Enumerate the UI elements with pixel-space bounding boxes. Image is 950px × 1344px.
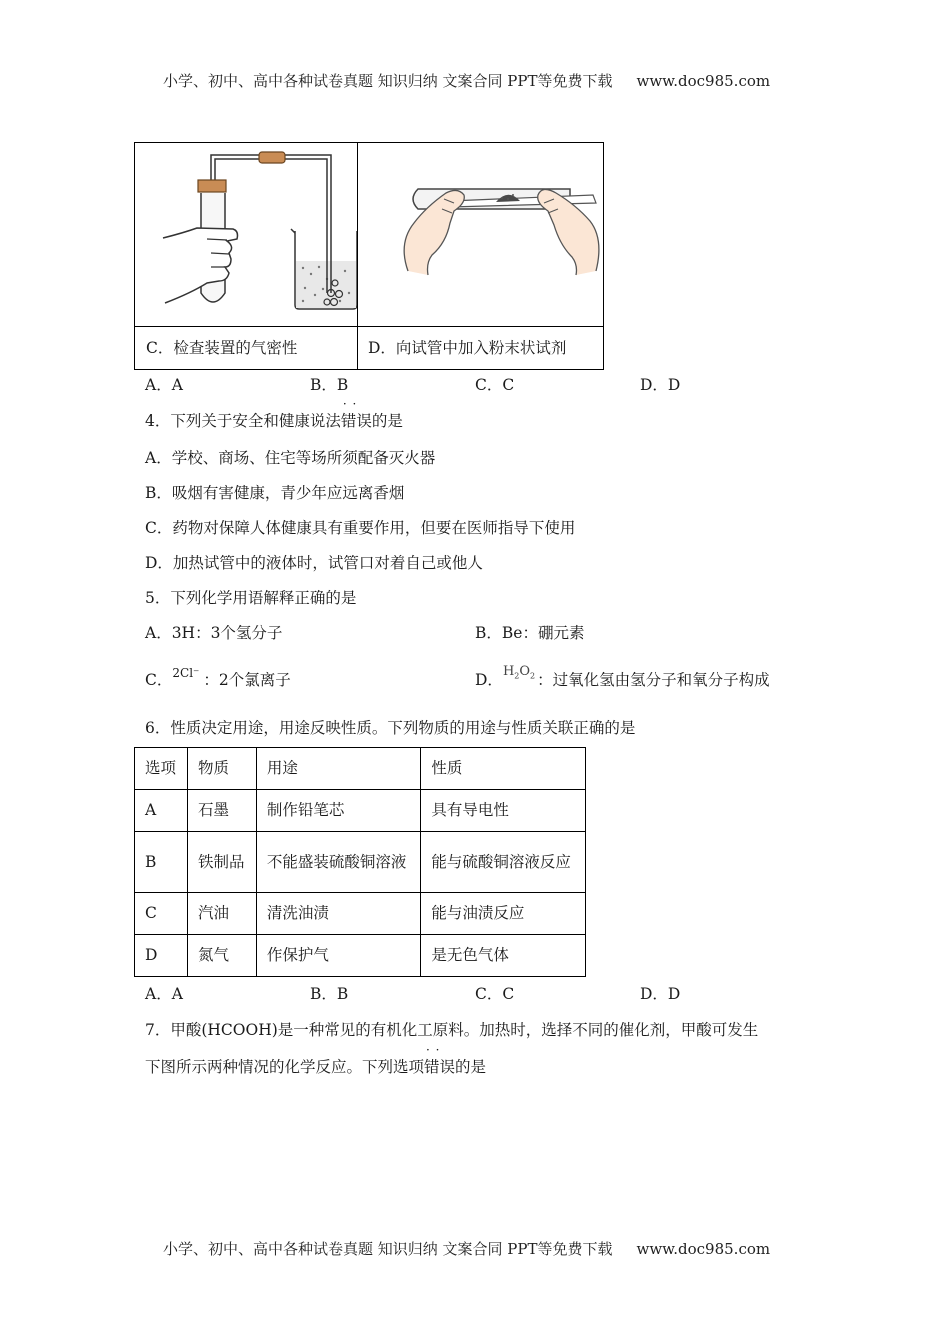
table-cell: 是无色气体 bbox=[421, 935, 586, 977]
table-cell: B bbox=[135, 832, 188, 893]
q7-line2 bbox=[145, 1055, 486, 1077]
table-cell: 能与油渍反应 bbox=[421, 893, 586, 935]
q5-option-c-label: C． bbox=[145, 671, 173, 689]
q3-option-c: C．C bbox=[475, 376, 515, 394]
q3-option-d: D．D bbox=[640, 376, 681, 394]
q6-option-c: C．C bbox=[475, 985, 515, 1003]
q4-stem-before: 4．下列关于安全和健康说法 bbox=[145, 412, 341, 430]
header-text: 小学、初中、高中各种试卷真题 知识归纳 文案合同 PPT等免费下载 bbox=[163, 72, 613, 90]
table-cell: 作保护气 bbox=[256, 935, 421, 977]
table-row bbox=[135, 893, 586, 935]
q5-option-d bbox=[475, 664, 770, 691]
q5-option-c-text: ：2个氯离子 bbox=[203, 671, 291, 689]
formula-o-sub: 2 bbox=[530, 671, 536, 681]
q5-option-b: B．Be：硼元素 bbox=[475, 624, 585, 642]
airtightness-check-illustration bbox=[135, 143, 357, 326]
table-cell: 石墨 bbox=[187, 790, 256, 832]
table-row bbox=[135, 832, 586, 893]
page-header bbox=[163, 70, 770, 91]
q6-option-a: A．A bbox=[145, 985, 183, 1003]
powder-reagent-illustration bbox=[358, 143, 603, 326]
formula-h: H bbox=[502, 664, 515, 679]
table-row bbox=[135, 935, 586, 977]
footer-url[interactable]: www.doc985.com bbox=[636, 1240, 771, 1258]
q3-option-a: A．A bbox=[145, 376, 183, 394]
q4-option-d: D．加热试管中的液体时，试管口对着自己或他人 bbox=[145, 554, 483, 572]
q5-option-c-formula: 2Cl⁻ bbox=[172, 666, 200, 680]
q5-option-d-label: D． bbox=[475, 671, 503, 689]
table-cell: 铁制品 bbox=[187, 832, 256, 893]
q4-stem-after: 的是 bbox=[371, 412, 403, 430]
q6-table bbox=[134, 747, 586, 977]
q3-image-table bbox=[134, 142, 604, 370]
table-cell: 制作铅笔芯 bbox=[256, 790, 421, 832]
q5-option-c bbox=[145, 668, 291, 690]
q4-stem-emphasis: · · 错误 bbox=[341, 409, 372, 431]
q3-option-b: B．B bbox=[310, 376, 349, 394]
caption-d: D．向试管中加入粉末状试剂 bbox=[368, 339, 567, 357]
table-header-cell: 性质 bbox=[421, 748, 586, 790]
q4-option-a: A．学校、商场、住宅等场所须配备灭火器 bbox=[145, 449, 436, 467]
q5-option-d-text: ：过氧化氢由氢分子和氧分子构成 bbox=[537, 671, 770, 689]
table-cell: D bbox=[135, 935, 188, 977]
q6-option-b: B．B bbox=[310, 985, 349, 1003]
q7-line2-after: 的是 bbox=[455, 1058, 487, 1076]
formula-o: O bbox=[519, 664, 531, 679]
table-cell: A bbox=[135, 790, 188, 832]
q5-stem: 5．下列化学用语解释正确的是 bbox=[145, 589, 357, 607]
q7-line2-emphasis: · · 错误 bbox=[424, 1055, 455, 1077]
table-cell: 清洗油渍 bbox=[256, 893, 421, 935]
table-header-cell: 用途 bbox=[256, 748, 421, 790]
table-cell: C bbox=[135, 893, 188, 935]
q4-option-b: B．吸烟有害健康，青少年应远离香烟 bbox=[145, 484, 405, 502]
table-header-cell: 选项 bbox=[135, 748, 188, 790]
q5-option-a: A．3H：3个氢分子 bbox=[145, 624, 283, 642]
q5-option-d-formula bbox=[503, 664, 535, 679]
table-cell: 氮气 bbox=[187, 935, 256, 977]
table-cell: 不能盛装硫酸铜溶液 bbox=[256, 832, 421, 893]
table-cell: 能与硫酸铜溶液反应 bbox=[421, 832, 586, 893]
footer-text: 小学、初中、高中各种试卷真题 知识归纳 文案合同 PPT等免费下载 bbox=[163, 1240, 613, 1258]
q4-option-c: C．药物对保障人体健康具有重要作用，但要在医师指导下使用 bbox=[145, 519, 576, 537]
q7-line2-before: 下图所示两种情况的化学反应。下列选项 bbox=[145, 1058, 425, 1076]
q4-stem bbox=[145, 409, 403, 431]
table-divider bbox=[135, 326, 603, 327]
q7-line1: 7．甲酸(HCOOH)是一种常见的有机化工原料。加热时，选择不同的催化剂，甲酸可发生 bbox=[145, 1021, 759, 1039]
q6-option-d: D．D bbox=[640, 985, 681, 1003]
table-header-cell: 物质 bbox=[187, 748, 256, 790]
table-row bbox=[135, 790, 586, 832]
formula-h-sub: 2 bbox=[514, 671, 520, 681]
page-footer bbox=[163, 1238, 770, 1259]
caption-c: C．检查装置的气密性 bbox=[146, 339, 298, 357]
table-cell: 汽油 bbox=[187, 893, 256, 935]
table-cell: 具有导电性 bbox=[421, 790, 586, 832]
q6-stem: 6．性质决定用途，用途反映性质。下列物质的用途与性质关联正确的是 bbox=[145, 719, 636, 737]
header-url[interactable]: www.doc985.com bbox=[636, 72, 771, 90]
table-header-row bbox=[135, 748, 586, 790]
